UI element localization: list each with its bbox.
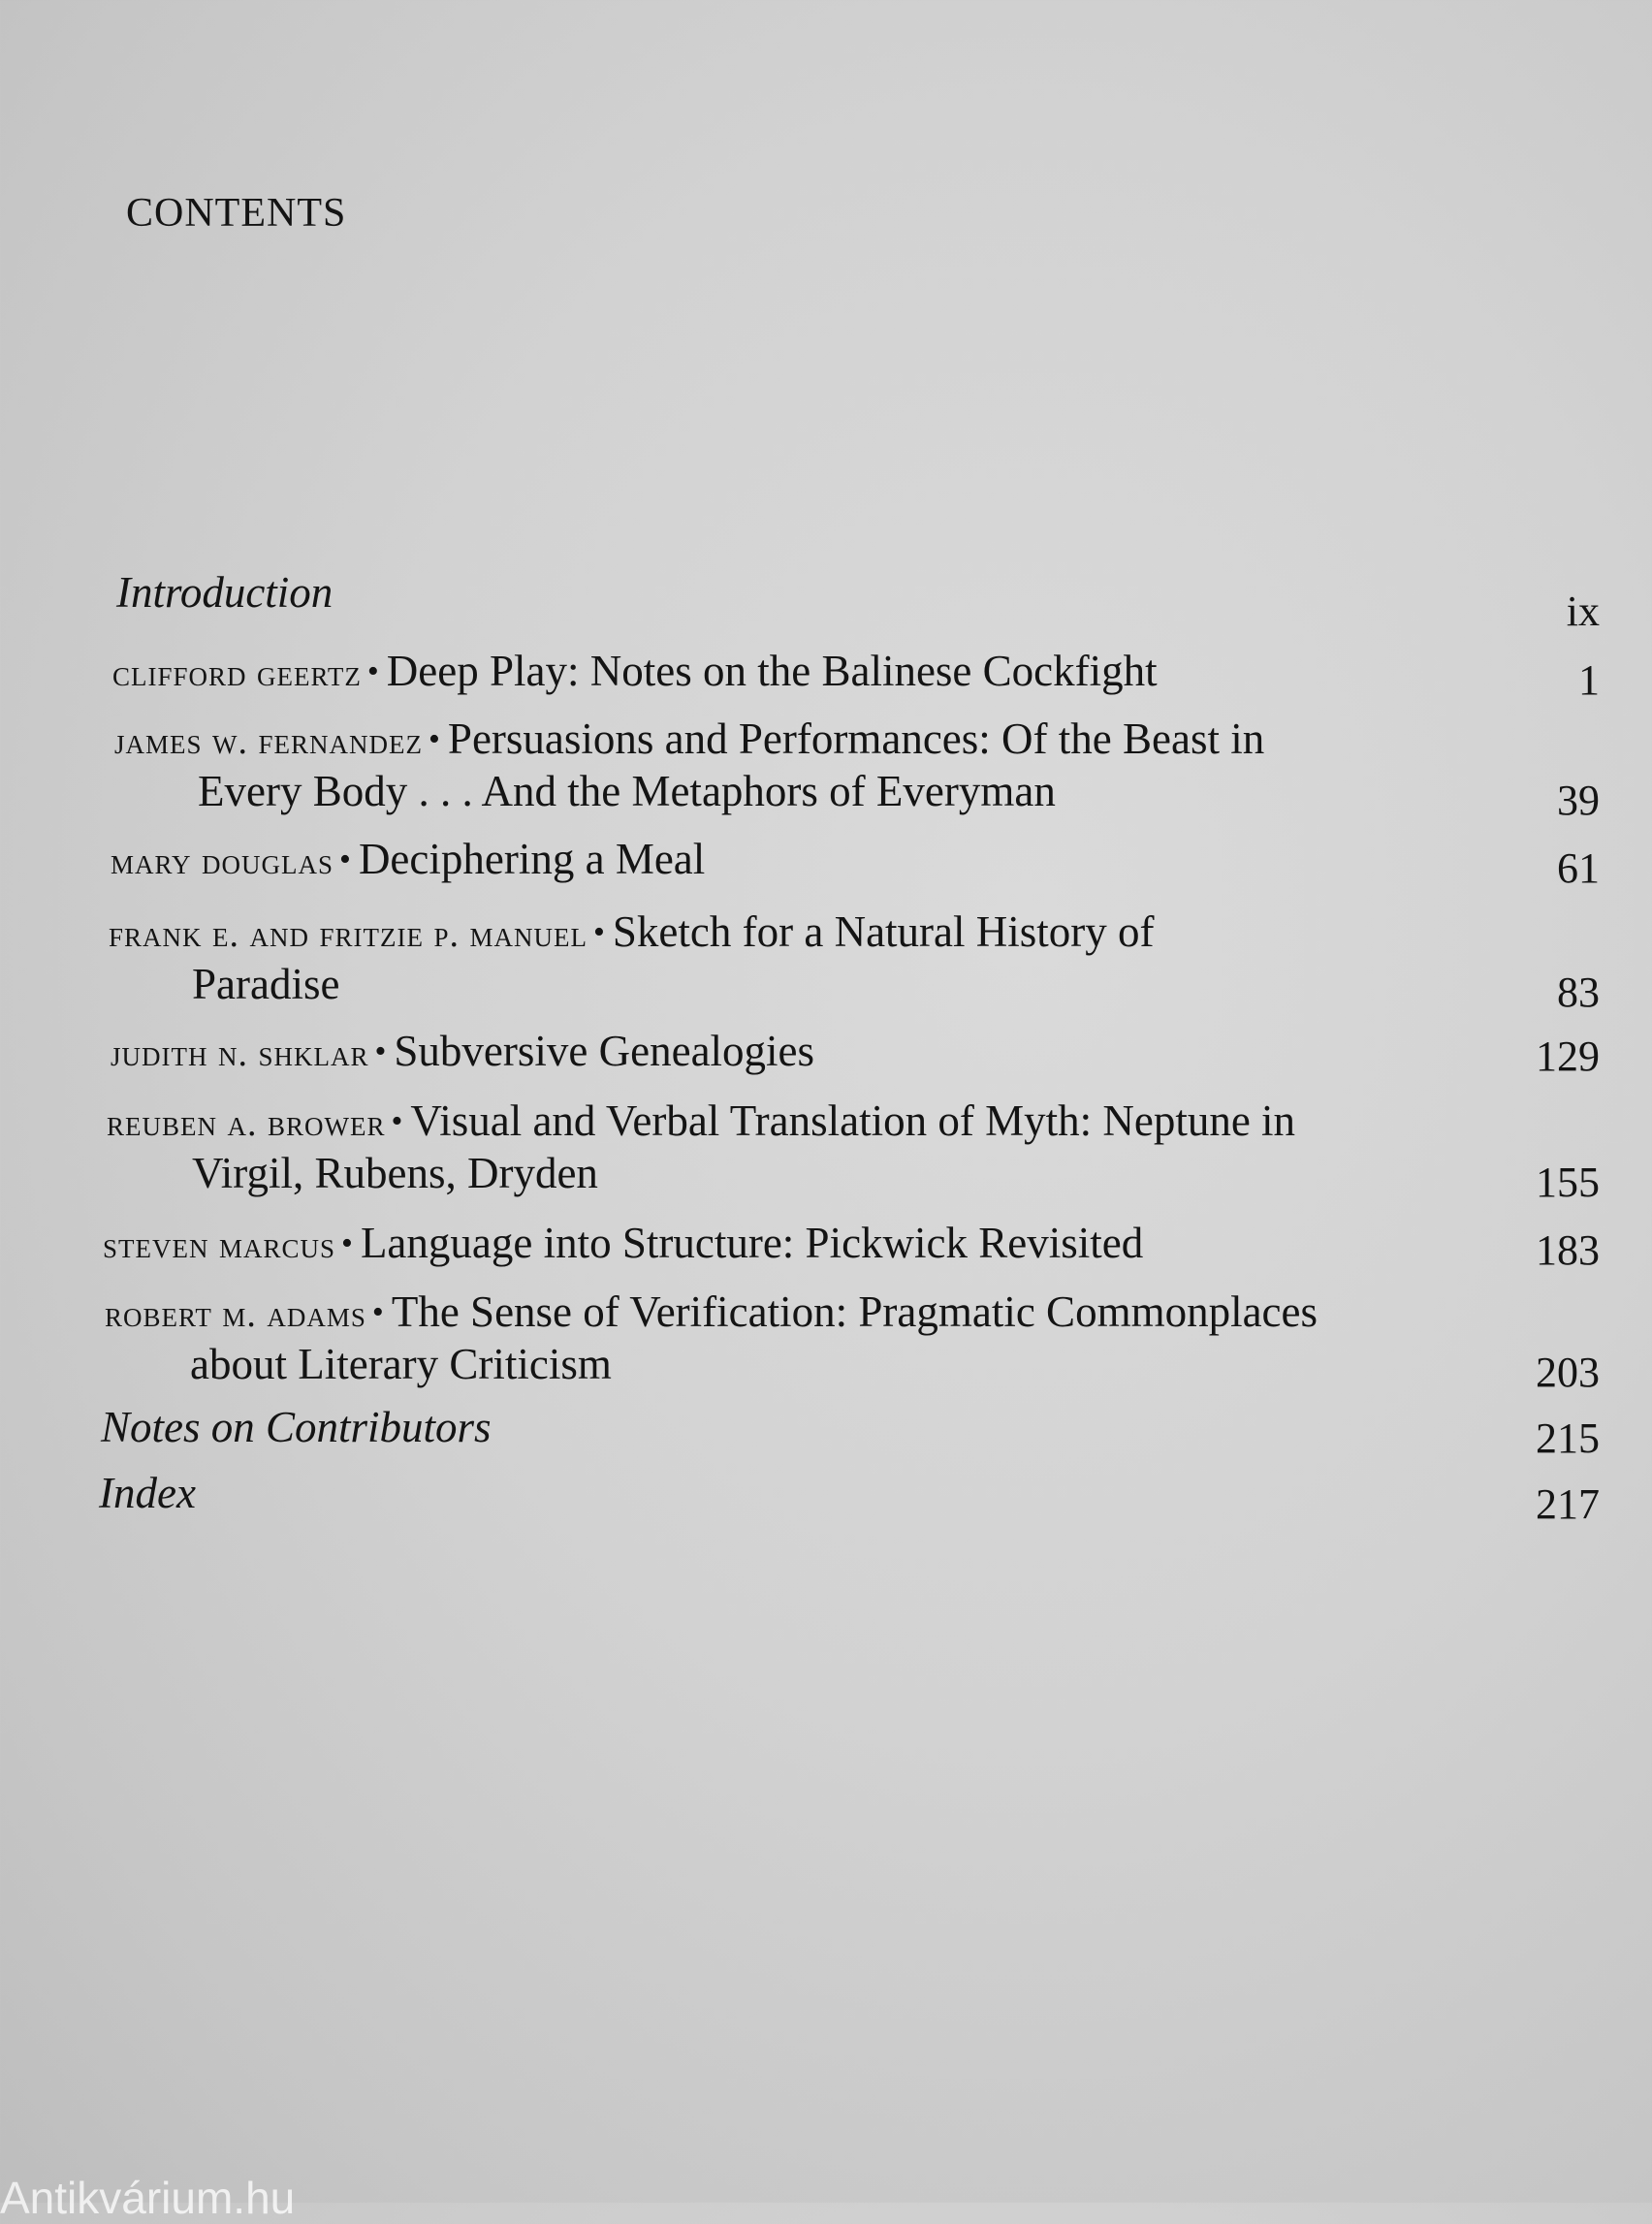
toc-title-continuation: Paradise [192, 960, 340, 1008]
toc-entry-line [111, 1026, 814, 1081]
toc-entry-line [109, 906, 1155, 962]
toc-page-number: 183 [1536, 1226, 1600, 1274]
toc-page-number: 83 [1557, 969, 1600, 1016]
toc-author: clifford geertz [112, 653, 362, 694]
toc-page-number: 217 [1536, 1480, 1600, 1528]
toc-page-number: 215 [1536, 1414, 1600, 1462]
toc-entry-line [103, 1218, 1143, 1273]
toc-entry-line [116, 567, 333, 618]
toc-author: judith n. shklar [111, 1033, 369, 1074]
page-title: CONTENTS [126, 191, 347, 236]
bullet-separator: • [593, 914, 605, 950]
bullet-separator: • [341, 1225, 353, 1261]
toc-entry-line [107, 1096, 1295, 1151]
toc-title: Deep Play: Notes on the Balinese Cockfight [386, 647, 1158, 695]
toc-title: Notes on Contributors [101, 1403, 492, 1451]
toc-page-number: 203 [1536, 1349, 1600, 1396]
toc-entry-line [111, 834, 705, 889]
bullet-separator: • [366, 653, 379, 689]
toc-entry-line [101, 1402, 492, 1452]
toc-title: Sketch for a Natural History of [612, 907, 1155, 956]
toc-page-number: 155 [1536, 1159, 1600, 1206]
bullet-separator: • [339, 842, 351, 877]
toc-entry-line [99, 1468, 196, 1518]
toc-page-number: 1 [1578, 656, 1600, 704]
toc-title: Language into Structure: Pickwick Revisited [360, 1219, 1144, 1267]
toc-author: steven marcus [103, 1225, 336, 1266]
toc-author: reuben a. brower [107, 1103, 386, 1144]
toc-page-number: 129 [1536, 1033, 1600, 1080]
toc-title-continuation: Virgil, Rubens, Dryden [192, 1149, 598, 1197]
toc-title: Subversive Genealogies [394, 1027, 815, 1075]
toc-title-continuation: about Literary Criticism [190, 1340, 612, 1388]
toc-title: Index [99, 1469, 196, 1517]
toc-title: Visual and Verbal Translation of Myth: Neptune in [410, 1096, 1296, 1145]
bullet-separator: • [371, 1294, 384, 1330]
bullet-separator: • [429, 721, 440, 757]
toc-author: mary douglas [111, 842, 334, 882]
toc-title: Introduction [116, 568, 334, 617]
toc-author: james w. fernandez [114, 721, 424, 762]
bullet-separator: • [374, 1033, 387, 1069]
bullet-separator: • [391, 1103, 403, 1139]
watermark: Antikvárium.hu [0, 2173, 296, 2223]
toc-entry-line [114, 714, 1264, 769]
toc-entry-line [105, 1287, 1318, 1342]
toc-title: The Sense of Verification: Pragmatic Commonplaces [391, 1287, 1318, 1336]
toc-author: robert m. adams [105, 1294, 366, 1335]
toc-entry-line [112, 646, 1158, 701]
toc-title-continuation: Every Body . . . And the Metaphors of Everyman [198, 767, 1056, 815]
toc-page-number: ix [1566, 588, 1600, 635]
toc-title: Deciphering a Meal [358, 835, 706, 883]
toc-page-number: 61 [1557, 844, 1600, 892]
toc-title: Persuasions and Performances: Of the Beast in [447, 715, 1265, 763]
toc-author: frank e. and fritzie p. manuel [109, 914, 588, 955]
toc-page-number: 39 [1557, 777, 1600, 824]
